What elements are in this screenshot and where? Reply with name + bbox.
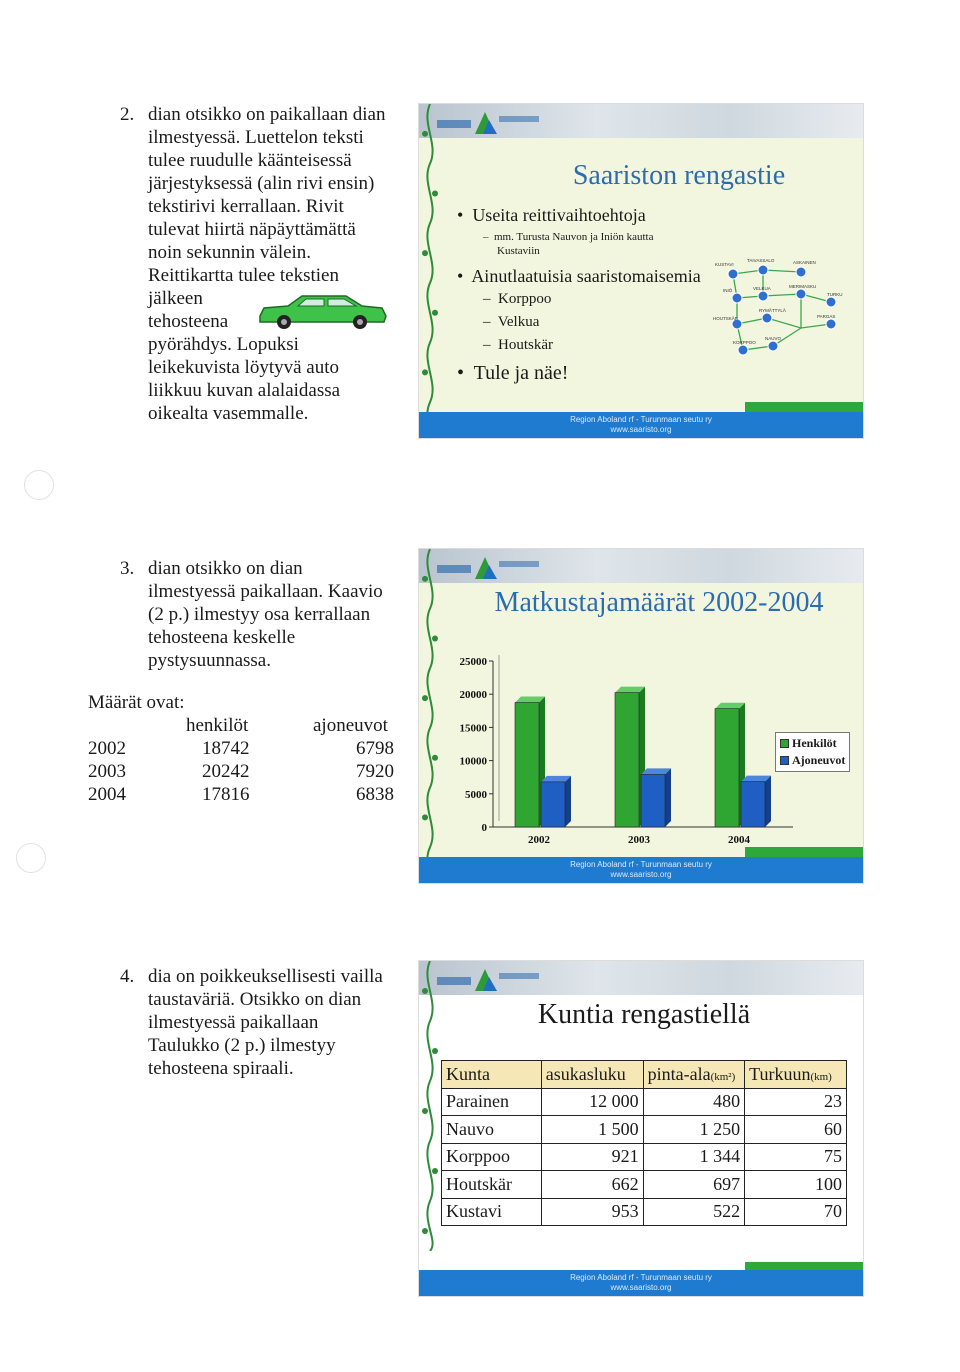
bullet-level2: – Velkua: [483, 314, 540, 330]
legend-swatch: [780, 739, 789, 748]
note-line: jälkeen: [148, 288, 203, 309]
note-slide-2: [120, 103, 408, 425]
note-line: ilmestyessä paikallaan: [148, 1012, 319, 1033]
table-header: pinta-ala(km²): [643, 1061, 745, 1089]
note-line: dian otsikko on dian: [148, 558, 303, 579]
note-line: ilmestyessä paikallaan. Kaavio: [148, 581, 383, 602]
table-header-row: [442, 1061, 847, 1089]
note-line: tulee ruudulle käänteisessä: [148, 150, 352, 171]
table-cell: 1 344: [643, 1143, 745, 1171]
table-header: Turkuun(km): [745, 1061, 847, 1089]
footer-line: Region Aboland rf - Turunmaan seutu ry: [570, 860, 712, 869]
region-logo-icon: [427, 553, 547, 579]
amounts-year: 2002: [88, 738, 126, 759]
region-logo-icon: [427, 965, 547, 991]
bullet-level1: • Tule ja näe!: [457, 362, 569, 384]
table-header: asukasluku: [541, 1061, 643, 1089]
table-cell: Parainen: [442, 1088, 542, 1116]
map-label: TURKU: [827, 292, 843, 297]
slide-kuntia-rengastiella: [418, 960, 864, 1297]
bullet-text: Useita reittivaihtoehtoja: [472, 205, 646, 225]
amounts-heading: Määrät ovat:: [88, 692, 185, 713]
chart-legend: [775, 732, 850, 772]
bar-side: [665, 768, 671, 827]
map-label: ASKAINEN: [793, 260, 816, 265]
map-label: HOUTSKÄR: [713, 316, 739, 321]
table-row: [442, 1171, 847, 1199]
slide-matkustajamaarat: [418, 548, 864, 884]
amounts-vehicles: 6838: [356, 784, 394, 805]
punch-hole: [16, 843, 46, 873]
note-line: Taulukko (2 p.) ilmestyy: [148, 1035, 336, 1056]
note-line: dia on poikkeuksellisesti vailla: [148, 966, 383, 987]
slide-title: Saariston rengastie: [572, 160, 786, 191]
note-number: 2.: [120, 104, 135, 125]
bullet-level2: – Korppoo: [483, 291, 552, 307]
x-tick-label: 2003: [628, 834, 650, 846]
footer-line: www.saaristo.org: [610, 870, 672, 879]
table-cell: 60: [745, 1116, 847, 1144]
bullet-level1: • Ainutlaatuisia saaristomaisemia: [457, 266, 701, 286]
amounts-vehicles: 7920: [356, 761, 394, 782]
footer-line: www.saaristo.org: [610, 1283, 672, 1292]
slide-title: Kuntia rengastiellä: [537, 999, 751, 1030]
bar: [641, 774, 665, 827]
map-label: MERIMASKU: [789, 284, 817, 289]
table-cell: 1 500: [541, 1116, 643, 1144]
map-label: NAUVO: [765, 336, 782, 341]
table-cell: 697: [643, 1171, 745, 1199]
car-clipart: [254, 292, 390, 330]
map-label: KORPPOO: [733, 340, 756, 345]
header-unit: (km²): [710, 1070, 736, 1083]
bullet-text: Tule ja näe!: [473, 362, 569, 384]
vine-border-icon: [419, 549, 441, 883]
note-line: pystysuunnassa.: [148, 650, 271, 671]
amounts-persons: 18742: [202, 738, 250, 759]
bar: [541, 782, 565, 827]
note-line: noin sekunnin välein.: [148, 242, 312, 263]
note-line: ilmestyessä. Luettelon teksti: [148, 127, 364, 148]
bullet-text: Velkua: [497, 314, 540, 330]
bar: [515, 703, 539, 827]
bar: [715, 709, 739, 827]
bar: [741, 782, 765, 827]
note-line: pyörähdys. Lopuksi: [148, 334, 299, 355]
slide-title: Matkustajamäärät 2002-2004: [494, 587, 824, 618]
table-cell: 12 000: [541, 1088, 643, 1116]
map-label: INIÖ: [723, 288, 733, 293]
note-line: dian otsikko on paikallaan dian: [148, 104, 386, 125]
footer-line: www.saaristo.org: [610, 425, 672, 434]
amounts-year: 2003: [88, 761, 126, 782]
map-label: TAIVASSALO: [747, 258, 775, 263]
footer-accent-bar: [745, 847, 863, 857]
y-tick-label: 5000: [465, 788, 487, 801]
footer-accent-bar: [745, 402, 863, 412]
y-tick-label: 0: [481, 822, 487, 834]
note-line: Reittikartta tulee tekstien: [148, 265, 339, 286]
note-line: tulevat hiirtä näpäyttämättä: [148, 219, 356, 240]
table-cell: 921: [541, 1143, 643, 1171]
table-cell: 1 250: [643, 1116, 745, 1144]
vine-border-icon: [419, 104, 441, 438]
table-cell: 75: [745, 1143, 847, 1171]
y-tick-label: 10000: [459, 755, 487, 768]
note-line: tekstirivi kerrallaan. Rivit: [148, 196, 344, 217]
y-tick-label: 25000: [459, 656, 487, 668]
table-cell: 70: [745, 1198, 847, 1226]
bullet-text: Korppoo: [498, 291, 552, 307]
slide-footer: [419, 1270, 863, 1296]
note-slide-4: [120, 965, 408, 1080]
slide-footer: [419, 412, 863, 438]
note-line: taustaväriä. Otsikko on dian: [148, 989, 362, 1010]
slide-saariston-rengastie: [418, 103, 864, 439]
map-label: KUSTAVI: [715, 262, 734, 267]
bullet-text: mm. Turusta Nauvon ja Iniön kautta: [494, 231, 654, 243]
route-map: [707, 254, 857, 366]
table-cell: 23: [745, 1088, 847, 1116]
bar-side: [565, 776, 571, 827]
table-cell: 953: [541, 1198, 643, 1226]
bullet-level1: • Useita reittivaihtoehtoja: [457, 205, 646, 225]
bar-side: [765, 776, 771, 827]
table-cell: 100: [745, 1171, 847, 1199]
table-row: [442, 1116, 847, 1144]
amounts-year: 2004: [88, 784, 126, 805]
x-tick-label: 2002: [528, 834, 550, 846]
header-unit: (km): [810, 1070, 832, 1083]
table-cell: Houtskär: [442, 1171, 542, 1199]
footer-line: Region Aboland rf - Turunmaan seutu ry: [570, 1273, 712, 1282]
amounts-persons: 20242: [202, 761, 250, 782]
note-line: liikkuu kuvan alalaidassa: [148, 380, 341, 401]
amounts-vehicles: 6798: [356, 738, 394, 759]
bar: [615, 693, 639, 827]
map-label: RYMÄTTYLÄ: [759, 308, 786, 313]
amounts-header-vehicles: ajoneuvot: [313, 715, 388, 736]
note-line: järjestyksessä (alin rivi ensin): [148, 173, 375, 194]
map-label: VELKUA: [753, 286, 771, 291]
table-cell: 480: [643, 1088, 745, 1116]
legend-swatch: [780, 756, 789, 765]
note-line: tehosteena keskelle: [148, 627, 296, 648]
punch-hole: [24, 470, 54, 500]
table-cell: 662: [541, 1171, 643, 1199]
legend-item: [780, 735, 845, 752]
note-line: leikekuvista löytyvä auto: [148, 357, 340, 378]
table-row: [442, 1088, 847, 1116]
x-tick-label: 2004: [728, 834, 750, 846]
footer-line: Region Aboland rf - Turunmaan seutu ry: [570, 415, 712, 424]
legend-item: [780, 752, 845, 769]
vine-border-icon: [419, 961, 441, 1251]
table-row: [442, 1198, 847, 1226]
note-line: oikealta vasemmalle.: [148, 403, 309, 424]
table-header: Kunta: [442, 1061, 542, 1089]
bullet-text: Houtskär: [498, 337, 553, 353]
note-number: 3.: [120, 558, 135, 579]
note-number: 4.: [120, 966, 135, 987]
note-line: tehosteena spiraali.: [148, 1058, 294, 1079]
footer-accent-bar: [745, 1262, 863, 1270]
table-row: [442, 1143, 847, 1171]
bullet-text: Ainutlaatuisia saaristomaisemia: [471, 266, 701, 286]
slide-footer: [419, 857, 863, 883]
bullet-level2: – Houtskär: [483, 337, 553, 353]
municipality-table: [441, 1060, 847, 1226]
map-label: PARGAS: [817, 314, 836, 319]
table-cell: Nauvo: [442, 1116, 542, 1144]
y-tick-label: 20000: [459, 689, 487, 702]
amounts-header-persons: henkilöt: [186, 715, 249, 736]
legend-label: Ajoneuvot: [792, 753, 846, 767]
bullet-level3: – mm. Turusta Nauvon ja Iniön kautta: [483, 231, 654, 243]
bullet-level3-cont: [497, 245, 540, 258]
note-line: tehosteena: [148, 311, 229, 332]
region-logo-icon: [427, 108, 547, 134]
note-line: (2 p.) ilmestyy osa kerrallaan: [148, 604, 371, 625]
note-slide-3: [120, 557, 408, 672]
bullet-text: Kustaviin: [497, 245, 540, 257]
table-cell: Korppoo: [442, 1143, 542, 1171]
legend-label: Henkilöt: [792, 736, 837, 750]
table-cell: Kustavi: [442, 1198, 542, 1226]
table-cell: 522: [643, 1198, 745, 1226]
amounts-persons: 17816: [202, 784, 250, 805]
y-tick-label: 15000: [459, 722, 487, 735]
